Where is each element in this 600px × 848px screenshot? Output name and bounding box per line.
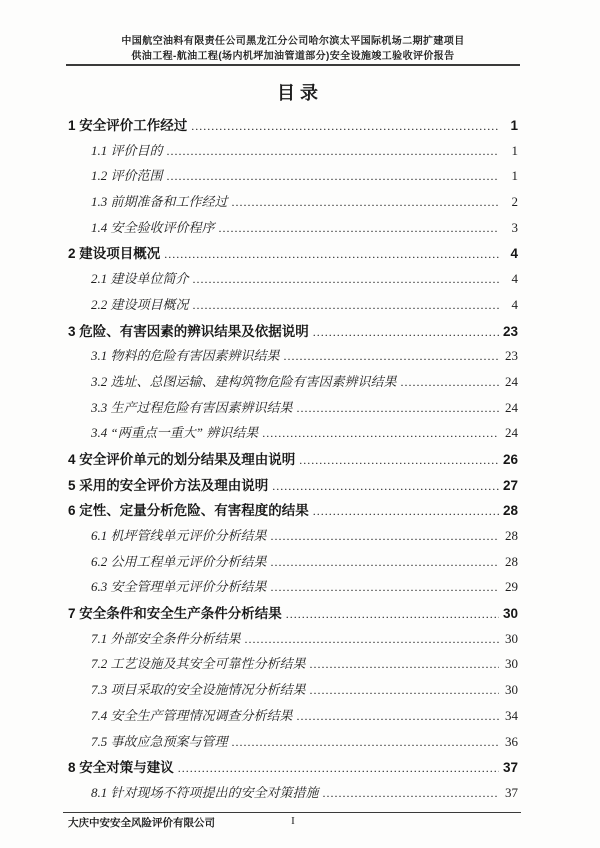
toc-entry-label: 1.1 评价目的 [91, 142, 163, 158]
header-project-line: 中国航空油料有限责任公司黑龙江分公司哈尔滨太平国际机场二期扩建项目 [121, 36, 465, 47]
toc-leader-dots [286, 607, 499, 622]
header-report-line: 供油工程-航油工程(场内机坪加油管道部分)安全设施竣工验收评价报告 [131, 51, 455, 62]
toc-entry [68, 165, 518, 191]
toc-entry-page: 30 [505, 656, 518, 672]
toc-entry-label: 6.1 机坪管线单元评价分析结果 [91, 528, 267, 543]
toc-entry-label: 8.1 针对现场不符项提出的安全对策措施 [91, 784, 319, 800]
toc-entry-page: 37 [505, 784, 518, 800]
toc-entry-page: 37 [502, 760, 518, 776]
toc-entry [68, 474, 518, 500]
toc-entry [68, 268, 518, 294]
toc-entry-page: 1 [511, 168, 518, 184]
toc-entry [68, 705, 518, 731]
toc-entry-page: 23 [505, 348, 518, 364]
toc-leader-dots [313, 504, 499, 519]
toc-leader-dots [310, 657, 499, 672]
toc-entry-page: 36 [505, 733, 518, 749]
toc-entry [68, 294, 518, 320]
document-footer [68, 815, 518, 830]
toc-entry [68, 242, 518, 268]
toc-leader-dots [310, 683, 499, 698]
toc-entry-label: 8 安全对策与建议 [68, 760, 174, 776]
toc-entry-label: 1 安全评价工作经过 [68, 118, 188, 133]
toc-entry [68, 756, 518, 782]
toc-entry-label: 2.1 建设单位简介 [91, 271, 189, 287]
toc-entry [68, 320, 518, 346]
toc-entry [68, 397, 518, 423]
toc-entry [68, 345, 518, 371]
toc-entry-label: 7.3 项目采取的安全设施情况分析结果 [91, 682, 306, 698]
footer-rule [63, 812, 521, 813]
toc-entry [68, 499, 518, 525]
toc-leader-dots [271, 529, 499, 544]
toc-leader-dots [323, 786, 499, 801]
toc-entry-label: 7.5 事故应急预案与管理 [91, 733, 228, 749]
toc-entry-page: 4 [510, 246, 518, 262]
toc-entry-page: 1 [510, 118, 518, 133]
toc-entry [68, 448, 518, 474]
toc-entry-label: 5 采用的安全评价方法及理由说明 [68, 477, 269, 493]
toc-entry [68, 576, 518, 602]
toc-leader-dots [178, 761, 499, 776]
toc-leader-dots [262, 426, 499, 441]
toc-entry-label: 6 定性、定量分析危险、有害程度的结果 [68, 503, 309, 519]
toc-leader-dots [401, 375, 499, 390]
toc-entry [68, 422, 518, 448]
toc-entry-page: 23 [502, 323, 518, 339]
toc-leader-dots [271, 580, 499, 595]
toc-leader-dots [297, 709, 499, 724]
toc-list [68, 114, 518, 808]
toc-entry-page: 24 [505, 373, 518, 389]
toc-leader-dots [164, 247, 499, 262]
toc-entry-page: 28 [502, 503, 518, 519]
toc-leader-dots [193, 272, 499, 287]
toc-entry-label: 3 危险、有害因素的辨识结果及依据说明 [68, 323, 309, 339]
toc-entry-label: 7 安全条件和安全生产条件分析结果 [68, 606, 282, 622]
toc-entry-label: 3.4 “两重点一重大” 辨识结果 [91, 425, 259, 441]
toc-entry-page: 24 [505, 399, 518, 415]
toc-leader-dots [219, 221, 499, 236]
toc-entry-label: 2 建设项目概况 [68, 246, 161, 262]
toc-entry [68, 217, 518, 243]
toc-entry-page: 24 [505, 425, 518, 441]
toc-entry [68, 782, 518, 808]
toc-entry [68, 140, 518, 166]
toc-entry [68, 731, 518, 757]
toc-entry-page: 1 [511, 142, 518, 158]
toc-entry-page: 27 [502, 477, 518, 493]
toc-leader-dots [232, 195, 499, 210]
toc-entry [68, 525, 518, 551]
toc-entry-label: 3.1 物料的危险有害因素辨识结果 [91, 348, 280, 364]
toc-entry-page: 4 [511, 271, 518, 287]
toc-entry-label: 4 安全评价单元的划分结果及理由说明 [68, 451, 296, 467]
toc-entry-page: 28 [505, 553, 518, 569]
toc-entry-page: 30 [505, 682, 518, 698]
toc-entry-label: 6.3 安全管理单元评价分析结果 [91, 579, 267, 595]
toc-entry-page: 2 [511, 194, 518, 210]
toc-leader-dots [272, 479, 499, 494]
toc-entry [68, 679, 518, 705]
toc-entry [68, 114, 518, 140]
footer-page-number: I [291, 815, 295, 827]
header-rule [66, 64, 520, 66]
toc-leader-dots [299, 453, 499, 468]
toc-entry-label: 7.1 外部安全条件分析结果 [91, 630, 241, 646]
toc-leader-dots [297, 401, 499, 416]
toc-entry-page: 3 [511, 219, 518, 235]
toc-leader-dots [167, 169, 499, 184]
toc-entry-page: 30 [505, 630, 518, 646]
toc-entry-label: 3.3 生产过程危险有害因素辨识结果 [91, 399, 293, 415]
page-title: 目录 [277, 83, 323, 103]
toc-entry [68, 602, 518, 628]
toc-leader-dots [284, 349, 499, 364]
toc-entry [68, 191, 518, 217]
toc-entry-label: 1.4 安全验收评价程序 [91, 219, 215, 235]
document-header [68, 34, 518, 64]
toc-leader-dots [193, 298, 499, 313]
toc-entry-page: 29 [505, 579, 518, 595]
toc-entry-page: 30 [502, 606, 518, 622]
toc-entry-label: 6.2 公用工程单元评价分析结果 [91, 553, 267, 569]
toc-entry [68, 628, 518, 654]
toc-leader-dots [167, 144, 499, 159]
toc-entry-page: 4 [511, 296, 518, 312]
toc-entry-page: 26 [502, 451, 518, 467]
toc-leader-dots [232, 735, 499, 750]
toc-entry-page: 34 [505, 707, 518, 723]
toc-entry-label: 3.2 选址、总图运输、建构筑物危险有害因素辨识结果 [91, 373, 397, 389]
toc-leader-dots [191, 119, 499, 134]
toc-entry-label: 2.2 建设项目概况 [91, 296, 189, 312]
toc-entry [68, 371, 518, 397]
toc-entry-label: 1.2 评价范围 [91, 168, 163, 184]
toc-entry [68, 551, 518, 577]
footer-company: 大庆中安安全风险评价有限公司 [68, 817, 215, 829]
toc-entry-page: 28 [505, 528, 518, 543]
toc-entry-label: 7.4 安全生产管理情况调查分析结果 [91, 707, 293, 723]
toc-entry-label: 1.3 前期准备和工作经过 [91, 194, 228, 210]
toc-leader-dots [271, 555, 499, 570]
toc-leader-dots [245, 632, 499, 647]
toc-entry-label: 7.2 工艺设施及其安全可靠性分析结果 [91, 656, 306, 672]
toc-leader-dots [313, 325, 499, 340]
toc-entry [68, 653, 518, 679]
